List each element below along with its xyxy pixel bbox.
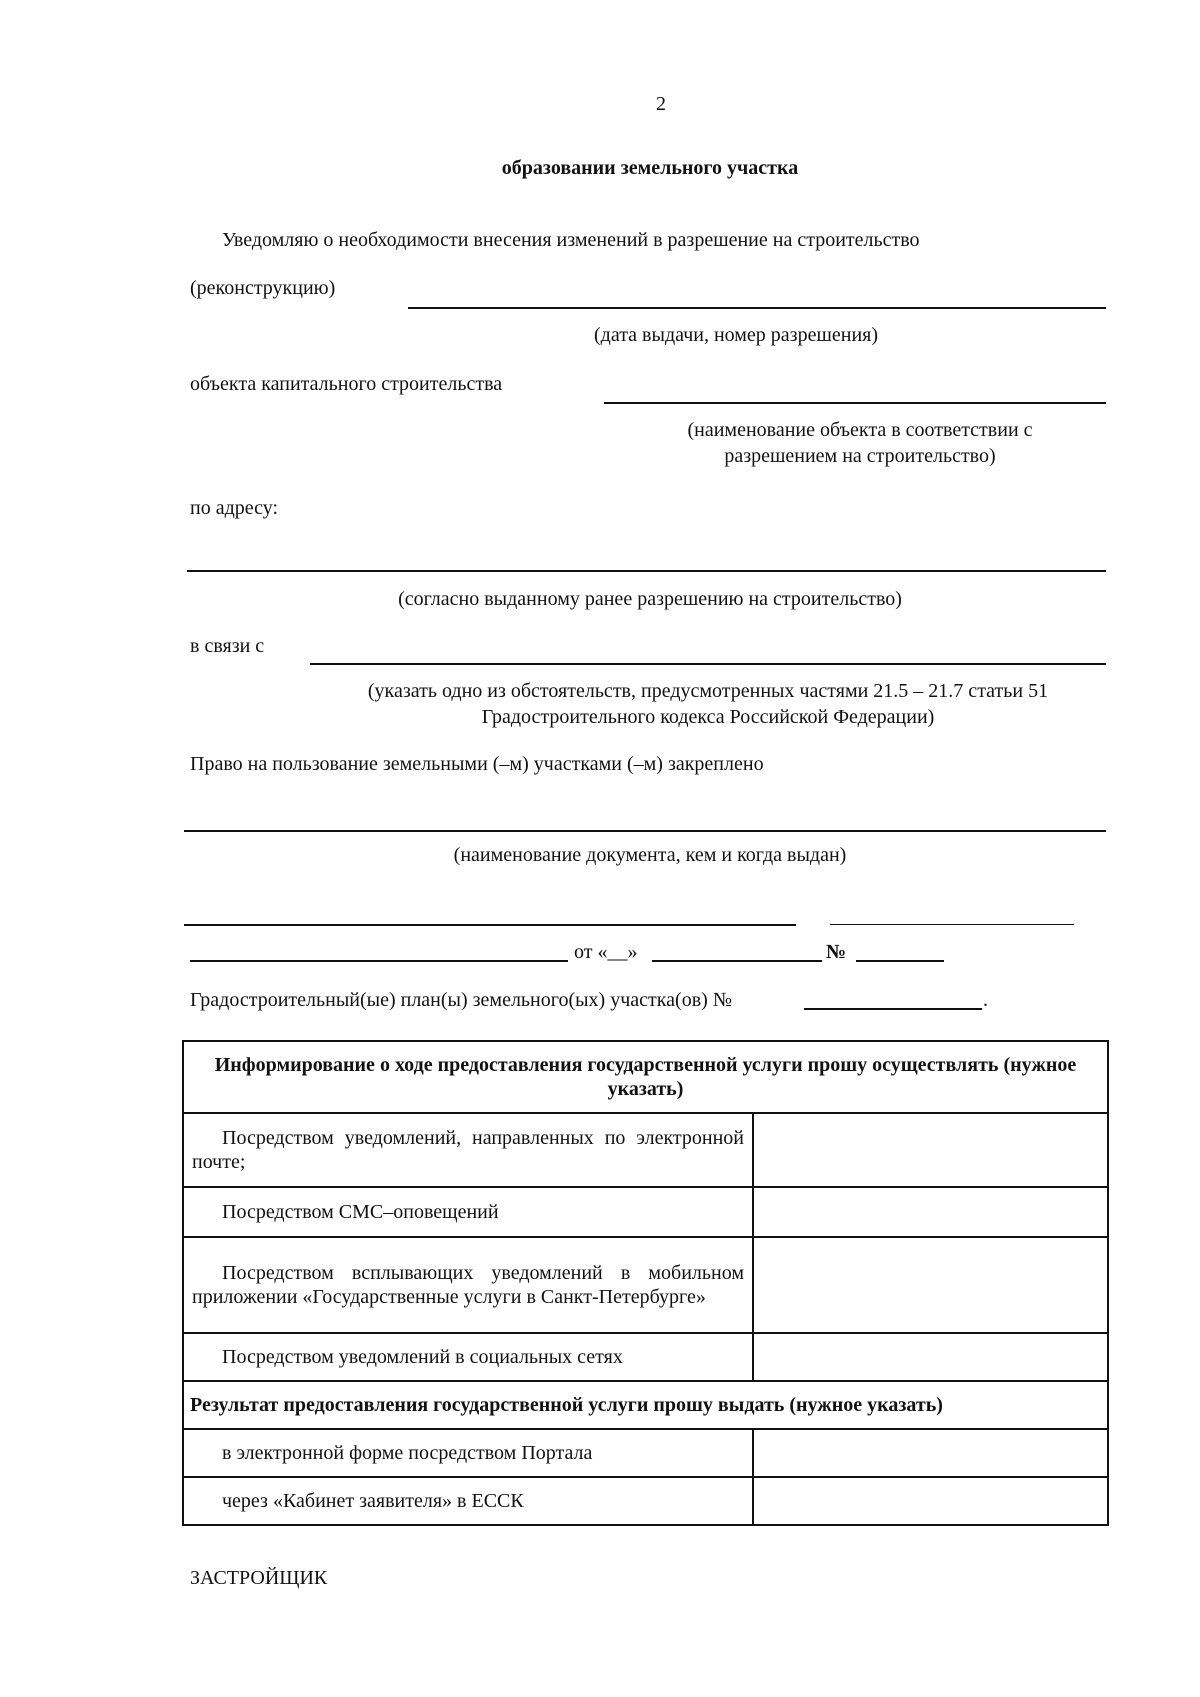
reason-caption-line1: (указать одно из обстоятельств, предусмотренных частями 21.5 – 21.7 статьи 51	[367, 680, 1049, 702]
result-cabinet-box[interactable]	[753, 1477, 1108, 1525]
object-field-line[interactable]	[604, 402, 1106, 404]
result-header: Результат предоставления государственной услуги прошу выдать (нужное указать)	[183, 1381, 1108, 1429]
address-field-line[interactable]	[187, 570, 1106, 572]
signature-label: ЗАСТРОЙЩИК	[190, 1567, 328, 1589]
issuer-field-line-extra[interactable]	[830, 924, 1074, 925]
permit-field-line[interactable]	[408, 307, 1106, 309]
document-heading: образовании земельного участка	[501, 157, 799, 179]
option-email-label: Посредством уведомлений, направленных по электронной почте;	[183, 1113, 753, 1187]
land-right-field-line[interactable]	[184, 830, 1106, 832]
notification-options-table	[182, 1040, 1109, 1526]
object-caption-line1: (наименование объекта в соответствии с	[687, 419, 1033, 441]
option-sms-box[interactable]	[753, 1187, 1108, 1237]
gpzu-field-line[interactable]	[804, 1008, 982, 1010]
result-cabinet-label: через «Кабинет заявителя» в ЕССК	[183, 1477, 753, 1525]
number-sign: №	[826, 941, 847, 963]
option-mobile-app-box[interactable]	[753, 1237, 1108, 1333]
reason-label: в связи с	[190, 635, 265, 657]
date-field-line[interactable]	[652, 960, 822, 962]
object-caption-line2: разрешением на строительство)	[724, 445, 996, 467]
document-caption: (наименование документа, кем и когда выдан)	[453, 844, 847, 866]
result-portal-box[interactable]	[753, 1429, 1108, 1477]
info-header: Информирование о ходе предоставления государственной услуги прошу осуществлять (нужное указать)	[183, 1041, 1108, 1113]
option-mobile-app-label: Посредством всплывающих уведомлений в мобильном приложении «Государственные услуги в Санкт-Петербурге»	[183, 1237, 753, 1333]
permit-caption: (дата выдачи, номер разрешения)	[594, 324, 879, 346]
address-label: по адресу:	[190, 497, 279, 519]
address-caption: (согласно выданному ранее разрешению на строительство)	[398, 588, 902, 610]
number-field-line[interactable]	[856, 960, 944, 962]
reason-field-line[interactable]	[310, 663, 1106, 665]
option-social-label: Посредством уведомлений в социальных сетях	[183, 1333, 753, 1381]
land-right-text: Право на пользование земельными (–м) участками (–м) закреплено	[190, 753, 764, 775]
page-number: 2	[656, 93, 666, 115]
object-label: объекта капитального строительства	[190, 373, 503, 395]
gpzu-end: .	[983, 989, 988, 1011]
option-email-box[interactable]	[753, 1113, 1108, 1187]
option-sms-label: Посредством СМС–оповещений	[183, 1187, 753, 1237]
reason-caption-line2: Градостроительного кодекса Российской Федерации)	[481, 706, 935, 728]
document-name-line[interactable]	[190, 960, 568, 962]
reconstruction-label: (реконструкцию)	[190, 277, 336, 299]
gpzu-label: Градостроительный(ые) план(ы) земельного(ых) участка(ов) №	[190, 989, 732, 1011]
intro-text: Уведомляю о необходимости внесения изменений в разрешение на строительство	[222, 229, 920, 251]
result-portal-label: в электронной форме посредством Портала	[183, 1429, 753, 1477]
date-from-label: от «__»	[574, 941, 638, 963]
issuer-field-line[interactable]	[184, 924, 796, 926]
option-social-box[interactable]	[753, 1333, 1108, 1381]
